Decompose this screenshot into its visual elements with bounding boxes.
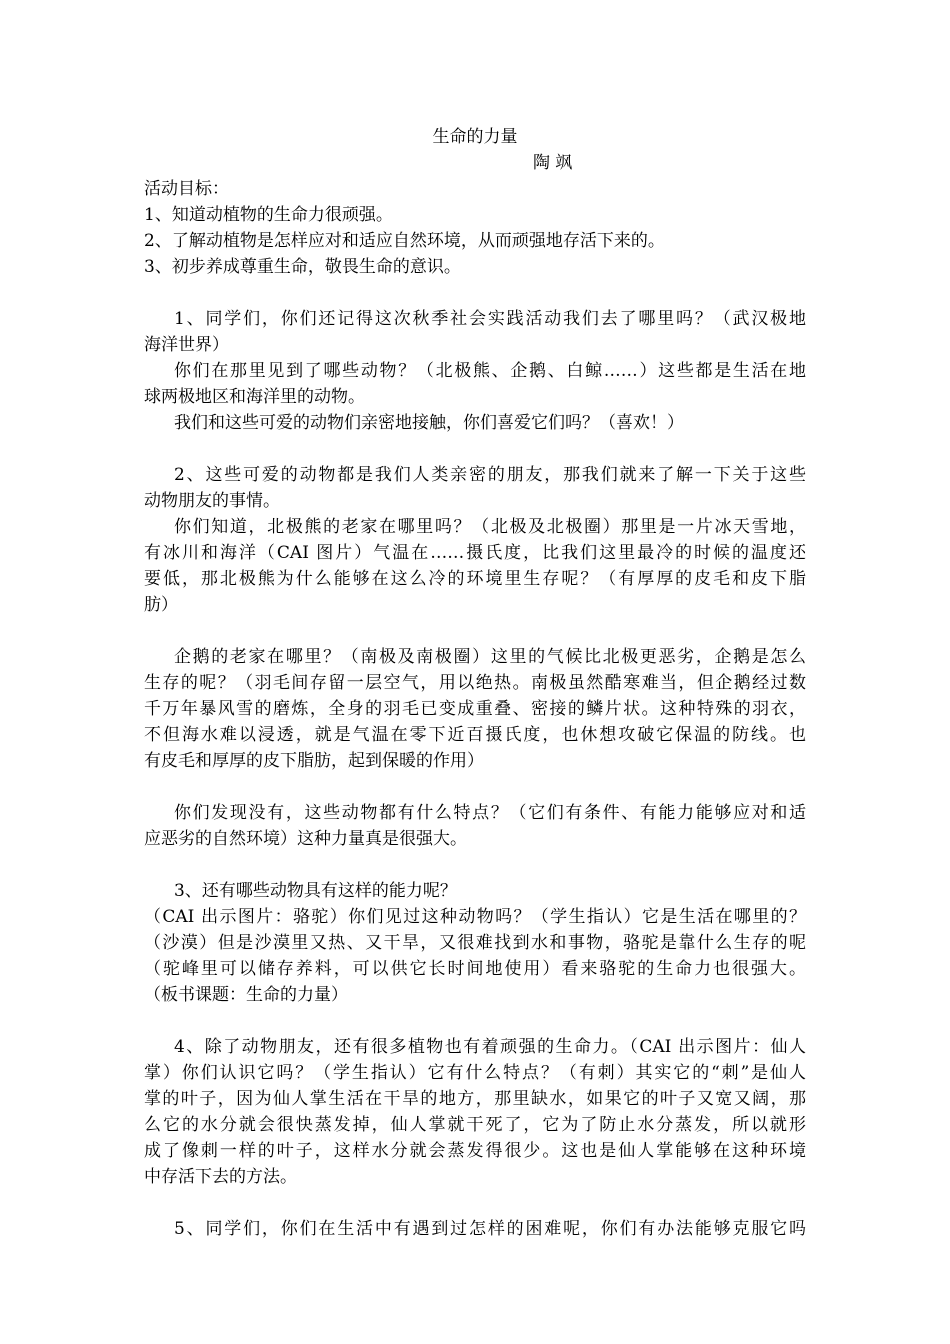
blank-line <box>144 1190 806 1216</box>
paragraph-line: 中存活下去的方法。 <box>144 1167 297 1187</box>
paragraph-line: 1、同学们，你们还记得这次秋季社会实践活动我们去了哪里吗？（武汉极地 <box>174 309 806 329</box>
paragraph-line: 你们在那里见到了哪些动物？（北极熊、企鹅、白鲸……）这些都是生活在地 <box>174 361 806 381</box>
paragraph-line: 应恶劣的自然环境）这种力量真是很强大。 <box>144 829 467 849</box>
paragraph-line: 掌）你们认识它吗？（学生指认）它有什么特点？（有刺）其实它的“刺”是仙人 <box>144 1063 806 1083</box>
paragraph-line: （沙漠）但是沙漠里又热、又干旱，又很难找到水和事物，骆驼是靠什么生存的呢 <box>144 933 806 953</box>
paragraph-line: 我们和这些可爱的动物们亲密地接触，你们喜爱它们吗？（喜欢！） <box>174 413 684 433</box>
objective-item: 1、知道动植物的生命力很顽强。 <box>144 205 393 225</box>
paragraph-line: 有冰川和海洋（CAI 图片）气温在……摄氏度，比我们这里最冷的时候的温度还 <box>144 543 806 563</box>
document-body <box>144 176 806 1242</box>
paragraph-line: 成了像刺一样的叶子，这样水分就会蒸发得很少。这也是仙人掌能够在这种环境 <box>144 1141 806 1161</box>
paragraph-line: 你们知道，北极熊的老家在哪里吗？（北极及北极圈）那里是一片冰天雪地， <box>174 517 806 537</box>
paragraph-line: （板书课题：生命的力量） <box>144 985 348 1005</box>
paragraph-line: 动物朋友的事情。 <box>144 491 280 511</box>
paragraph-line: 要低，那北极熊为什么能够在这么冷的环境里生存呢？（有厚厚的皮毛和皮下脂 <box>144 569 806 589</box>
paragraph-line: 3、还有哪些动物具有这样的能力呢？ <box>174 881 457 901</box>
document-title: 生命的力量 <box>432 127 518 147</box>
blank-line <box>144 774 806 800</box>
blank-line <box>144 618 806 644</box>
document-author: 陶 飒 <box>533 153 573 173</box>
paragraph-line: 肪） <box>144 595 178 615</box>
paragraph-line: （CAI 出示图片：骆驼）你们见过这种动物吗？（学生指认）它是生活在哪里的？ <box>144 907 806 927</box>
paragraph-line: 海洋世界） <box>144 335 229 355</box>
blank-line <box>144 852 806 878</box>
paragraph-line: 5、同学们，你们在生活中有遇到过怎样的困难呢，你们有办法能够克服它吗 <box>174 1219 806 1239</box>
paragraph-line: 不但海水难以浸透，就是气温在零下近百摄氏度，也休想攻破它保温的防线。也 <box>144 725 806 745</box>
paragraph-line: 你们发现没有，这些动物都有什么特点？（它们有条件、有能力能够应对和适 <box>174 803 806 823</box>
objective-item: 2、了解动植物是怎样应对和适应自然环境，从而顽强地存活下来的。 <box>144 231 665 251</box>
paragraph-line: 有皮毛和厚厚的皮下脂肪，起到保暖的作用） <box>144 751 484 771</box>
blank-line <box>144 280 806 306</box>
blank-line <box>144 1008 806 1034</box>
blank-line <box>144 436 806 462</box>
paragraph-line: 2、这些可爱的动物都是我们人类亲密的朋友，那我们就来了解一下关于这些 <box>174 465 806 485</box>
paragraph-line: （驼峰里可以储存养料，可以供它长时间地使用）看来骆驼的生命力也很强大。 <box>144 959 806 979</box>
paragraph-line: 千万年暴风雪的磨炼，全身的羽毛已变成重叠、密接的鳞片状。这种特殊的羽衣， <box>144 699 806 719</box>
paragraph-line: 生存的呢？（羽毛间存留一层空气，用以绝热。南极虽然酷寒难当，但企鹅经过数 <box>144 673 806 693</box>
objectives-heading: 活动目标： <box>144 179 229 199</box>
paragraph-line: 球两极地区和海洋里的动物。 <box>144 387 365 407</box>
paragraph-line: 么它的水分就会很快蒸发掉，仙人掌就干死了，它为了防止水分蒸发，所以就形 <box>144 1115 806 1135</box>
paragraph-line: 4、除了动物朋友，还有很多植物也有着顽强的生命力。（CAI 出示图片：仙人 <box>174 1037 806 1057</box>
objective-item: 3、初步养成尊重生命，敬畏生命的意识。 <box>144 257 461 277</box>
paragraph-line: 企鹅的老家在哪里？（南极及南极圈）这里的气候比北极更恶劣，企鹅是怎么 <box>174 647 806 667</box>
paragraph-line: 掌的叶子，因为仙人掌生活在干旱的地方，那里缺水，如果它的叶子又宽又阔，那 <box>144 1089 806 1109</box>
